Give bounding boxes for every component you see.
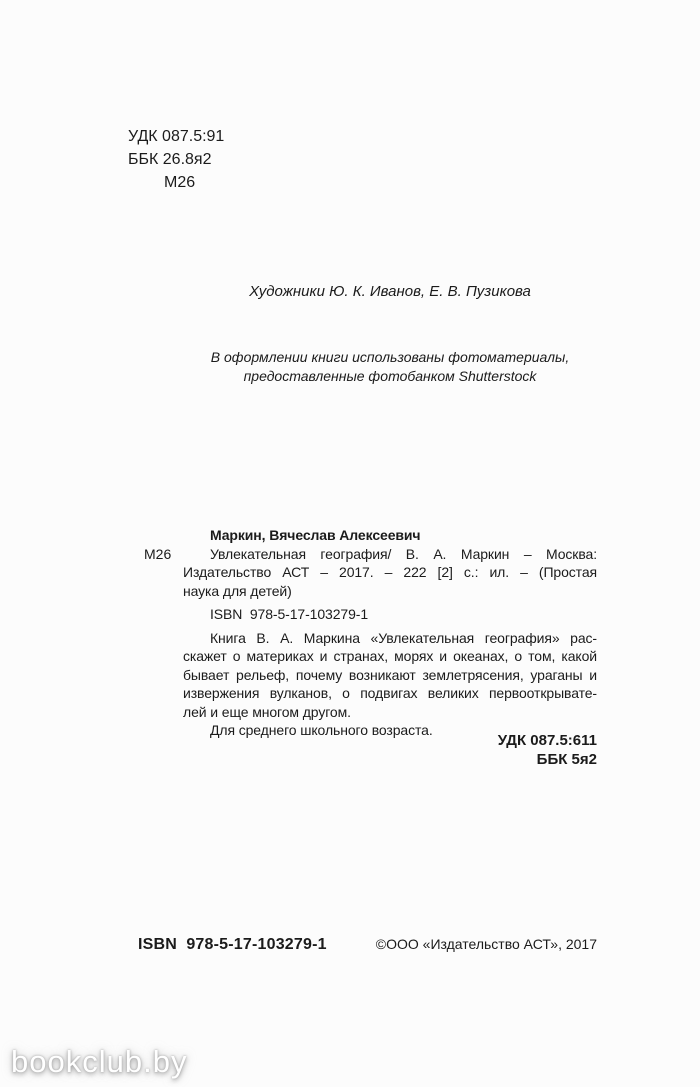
annotation-line-5: лей и еще многом другом. [183,703,351,720]
audience-note: Для среднего школьного возраста. [210,722,433,738]
udk-code-top: УДК 087.5:91 [128,128,225,145]
top-classification-codes [128,125,224,194]
annotation-line-1: Книга В. А. Маркина «Увлекательная география» рас- [210,629,597,646]
bbk-code-bottom: ББК 5я2 [536,751,597,768]
biblio-description-line-3: наука для детей) [183,582,292,599]
biblio-description-line-2: Издательство АСТ – 2017. – 222 [2] с.: ил. – (Простая [183,564,597,580]
photo-credit-line-1: В оформлении книги использованы фотоматериалы, [210,349,570,365]
artists-credit: Художники Ю. К. Иванов, Е. В. Пузикова [249,283,531,300]
annotation-line-3: бывает рельеф, почему возникают землетрясения, ураганы и [183,666,597,683]
bookclub-watermark: bookclub.by [11,1044,188,1079]
udk-code-bottom: УДК 087.5:611 [497,732,597,749]
annotation-line-4: извержения вулканов, о подвигах великих первооткрывате- [183,685,597,701]
photo-credit-line-2: предоставленные фотобанком Shutterstock [243,368,537,384]
author-name: Маркин, Вячеслав Алексеевич [210,527,421,543]
bbk-code-top: ББК 26.8я2 [128,151,212,168]
biblio-description-line-1: Увлекательная география/ В. А. Маркин – Москва: [210,545,597,562]
isbn-number: ISBN 978-5-17-103279-1 [210,606,369,622]
photo-credit [183,348,597,386]
author-sign-code-margin: М26 [144,546,172,562]
footer-isbn: ISBN 978-5-17-103279-1 [138,936,327,953]
author-sign-code-top: М26 [164,174,196,191]
footer-row [138,936,597,954]
bibliographic-record [144,526,597,740]
copyright-notice: ©ООО «Издательство АСТ», 2017 [375,936,597,952]
annotation-line-2: скажет о материках и странах, морях и океанах, о том, какой [183,648,597,664]
bottom-classification-codes [498,731,597,769]
